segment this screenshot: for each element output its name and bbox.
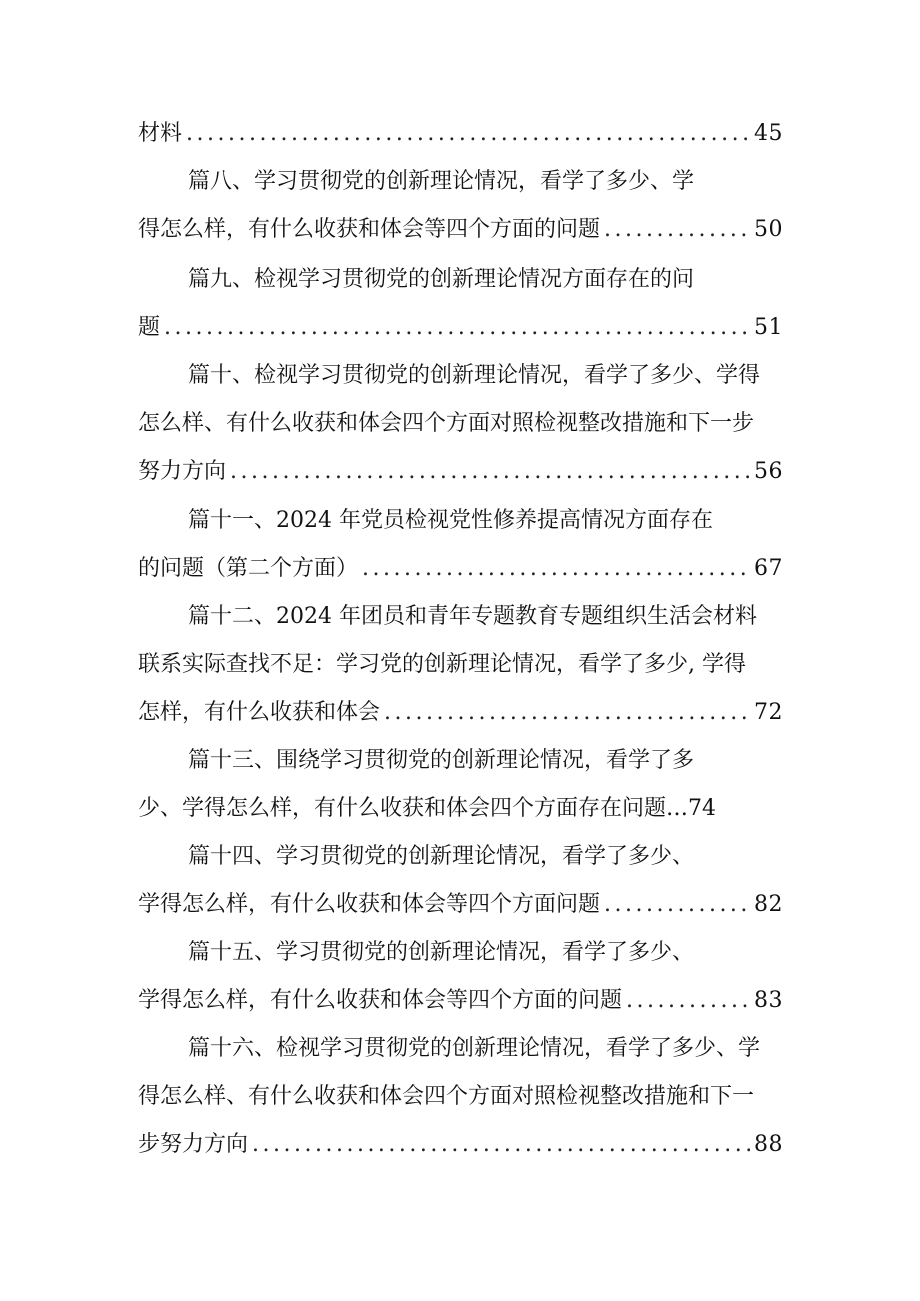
dot-leader [252, 1127, 750, 1163]
toc-entry-text: 学得怎么样，有什么收获和体会等四个方面的问题 [138, 988, 623, 1013]
toc-entry-9-final-line [138, 983, 783, 1019]
toc-entry-10-final-line [138, 1127, 783, 1163]
toc-entry-text: 题 [138, 315, 161, 340]
toc-entry-text: 得怎么样，有什么收获和体会等四个方面的问题 [138, 217, 601, 242]
toc-page-number: 72 [754, 700, 783, 725]
toc-entry-text: 步努力方向 [138, 1132, 249, 1157]
dot-leader [186, 116, 750, 152]
toc-page-number: 50 [754, 217, 783, 242]
toc-entry-3-line-1: 篇九、检视学习贯彻党的创新理论情况方面存在的问 [188, 267, 695, 292]
toc-entry-text: 学得怎么样，有什么收获和体会等四个方面问题 [138, 892, 601, 917]
toc-entry-8-final-line [138, 887, 783, 923]
toc-entry-4-line-2: 怎么样、有什么收获和体会四个方面对照检视整改措施和下一步 [138, 411, 755, 436]
toc-entry-9-line-1: 篇十五、学习贯彻党的创新理论情况，看学了多少、 [188, 940, 695, 965]
toc-entry-6-line-2: 联系实际查找不足：学习党的创新理论情况，看学了多少, 学得 [138, 652, 746, 677]
dot-leader [164, 310, 750, 346]
toc-entry-1-final-line [138, 116, 783, 152]
toc-entry-4-line-1: 篇十、检视学习贯彻党的创新理论情况，看学了多少、学得 [188, 363, 761, 388]
toc-entry-7-final-line: 少、学得怎么样，有什么收获和体会四个方面存在问题…74 [138, 796, 716, 821]
toc-page-number: 88 [754, 1132, 783, 1157]
toc-page-number: 83 [754, 988, 783, 1013]
dot-leader [384, 695, 750, 731]
dot-leader [230, 454, 750, 490]
dot-leader [626, 983, 750, 1019]
toc-page-number: 56 [754, 459, 783, 484]
toc-entry-10-line-1: 篇十六、检视学习贯彻党的创新理论情况，看学了多少、学 [188, 1036, 761, 1061]
toc-entry-3-final-line [138, 310, 783, 346]
toc-entry-2-line-1: 篇八、学习贯彻党的创新理论情况，看学了多少、学 [188, 169, 695, 194]
toc-entry-text: 材料 [138, 121, 183, 146]
dot-leader [604, 212, 750, 248]
toc-entry-6-line-1: 篇十二、2024 年团员和青年专题教育专题组织生活会材料 [188, 604, 757, 629]
toc-entry-text: 的问题（第二个方面） [138, 556, 359, 581]
toc-entry-7-line-1: 篇十三、围绕学习贯彻党的创新理论情况，看学了多 [188, 748, 695, 773]
toc-page-number: 67 [754, 556, 783, 581]
toc-entry-text: 努力方向 [138, 459, 227, 484]
dot-leader [604, 887, 750, 923]
toc-entry-5-line-1: 篇十一、2024 年党员检视党性修养提高情况方面存在 [188, 508, 713, 533]
toc-page-number: 45 [754, 121, 783, 146]
toc-page-number: 51 [754, 315, 783, 340]
toc-entry-6-final-line [138, 695, 783, 731]
toc-page-number: 82 [754, 892, 783, 917]
toc-entry-10-line-2: 得怎么样、有什么收获和体会四个方面对照检视整改措施和下一 [138, 1084, 755, 1109]
toc-entry-text: 怎样，有什么收获和体会 [138, 700, 381, 725]
toc-entry-2-final-line [138, 212, 783, 248]
toc-entry-5-final-line [138, 551, 783, 587]
toc-entry-8-line-1: 篇十四、学习贯彻党的创新理论情况，看学了多少、 [188, 844, 695, 869]
dot-leader [362, 551, 750, 587]
toc-entry-4-final-line [138, 454, 783, 490]
